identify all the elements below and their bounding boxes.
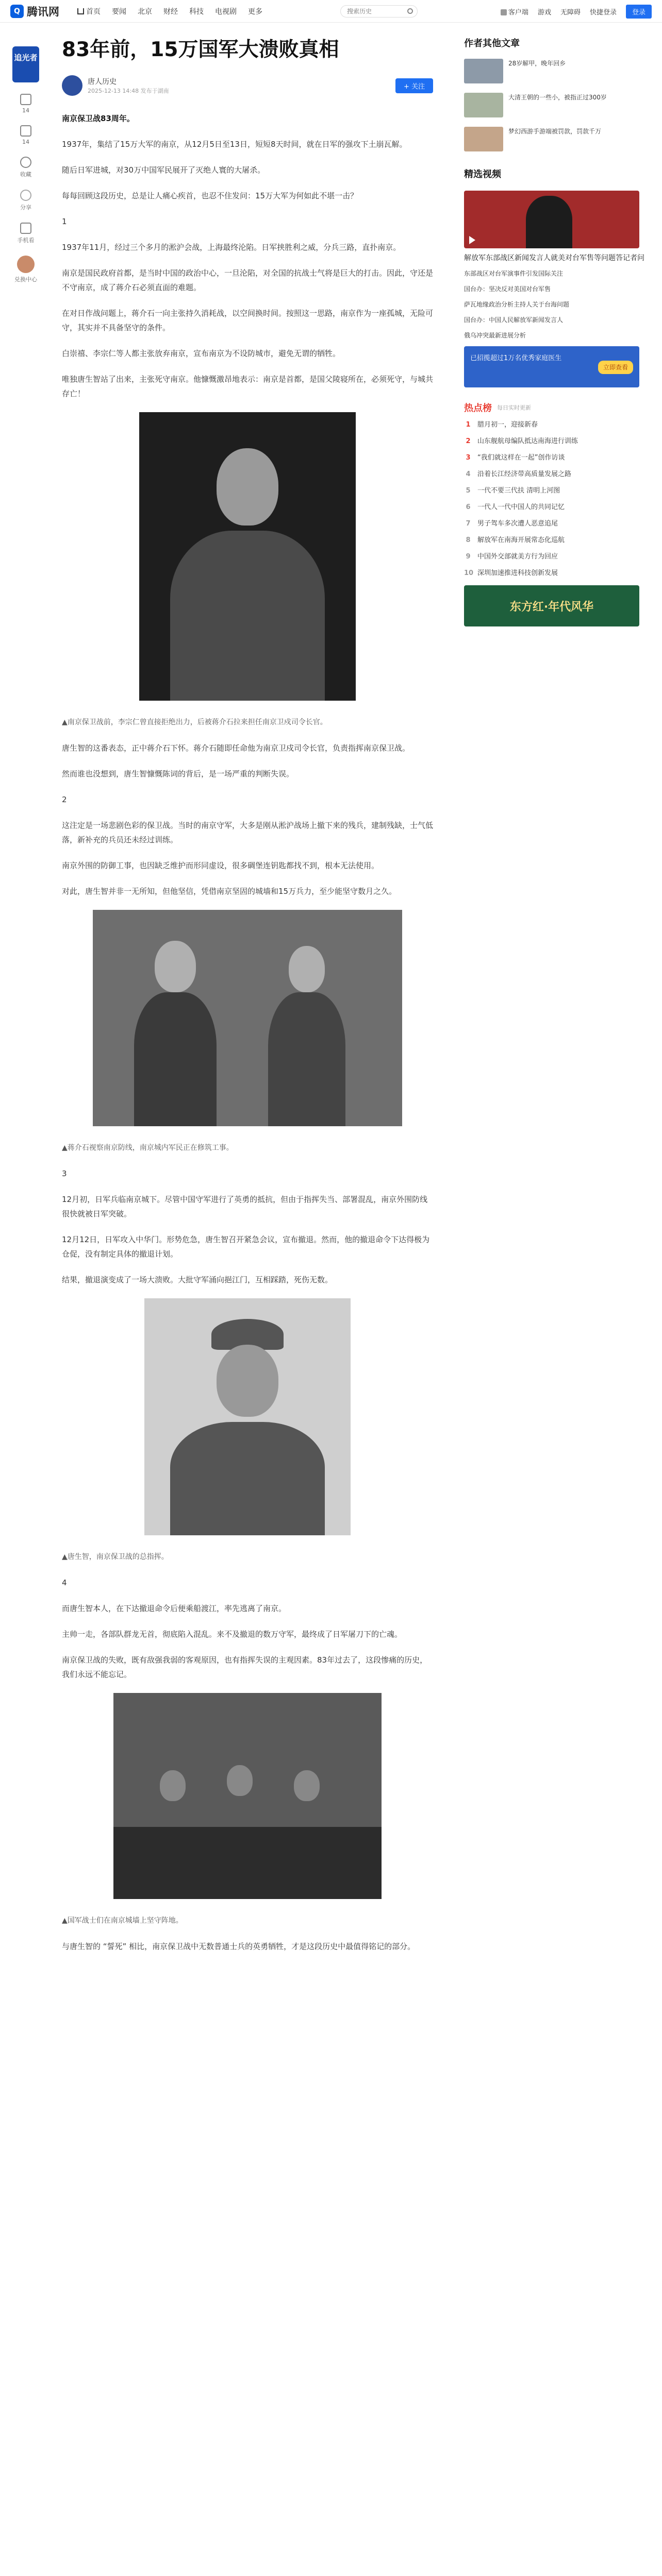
ad-banner[interactable] — [464, 346, 639, 387]
photo-caption: ▲唐生智，南京保卫战的总指挥。 — [62, 1553, 169, 1561]
play-icon[interactable] — [469, 236, 475, 244]
nav-item-more[interactable]: 更多 — [248, 8, 262, 16]
left-action-rail — [10, 46, 41, 283]
hot-item[interactable]: 9 中国外交部就美方行为回应 — [466, 553, 558, 561]
author-avatar[interactable] — [62, 75, 82, 96]
list-item[interactable]: 国台办：坚决反对美国对台军售 — [464, 285, 551, 293]
hot-item[interactable]: 2 山东舰航母编队抵达南海进行训练 — [466, 437, 578, 445]
search-icon[interactable] — [407, 8, 413, 14]
photo-caption: ▲南京保卫战前，李宗仁曾直接拒绝出力，后被蒋介石拉来担任南京卫戍司令长官。 — [62, 718, 327, 726]
article-body — [62, 111, 433, 1954]
author-name[interactable]: 唐人历史 — [88, 78, 117, 86]
article-thumbnail — [464, 127, 503, 151]
featured-video-heading: 精选视频 — [464, 169, 501, 180]
paragraph: 南京外围的防御工事，也因缺乏维护而形同虚设，很多碉堡连钥匙都找不到，根本无法使用。 — [62, 861, 379, 870]
paragraph: 这注定是一场悲剧色彩的保卫战。当时的南京守军，大多是刚从淞沪战场上撤下来的残兵，建制残缺，士气低落，新补充的兵员还未经过训练。 — [62, 821, 434, 844]
article-title: 83年前，15万国军大溃败真相 — [62, 38, 339, 61]
accessibility-link[interactable]: 无障碍 — [560, 8, 581, 16]
hot-item[interactable]: 6 一代人一代中国人的共同记忆 — [466, 503, 565, 511]
paragraph: 唐生智的这番表态，正中蒋介石下怀。蒋介石随即任命他为南京卫戍司令长官，负责指挥南京保卫战。 — [62, 743, 410, 753]
photo-caption: ▲蒋介石视察南京防线，南京城内军民正在修筑工事。 — [62, 1144, 234, 1152]
paragraph: 唯独唐生智站了出来，主张死守南京。他慷慨激昂地表示：南京是首都，是国父陵寝所在，必须死守，与城共存亡！ — [62, 375, 434, 398]
main-nav — [77, 0, 262, 23]
related-article[interactable]: 大清王朝的一些小，被指正过300岁 — [464, 93, 650, 120]
hot-item[interactable]: 4 沿着长江经济带高质量发展之路 — [466, 470, 572, 478]
top-navigation-bar — [0, 0, 662, 23]
thumbs-up-icon — [20, 94, 31, 105]
hot-item[interactable]: 1 腊月初一，迎接新春 — [466, 421, 538, 429]
video-anchor — [526, 196, 572, 248]
login-button[interactable]: 登录 — [626, 5, 652, 19]
promo-banner[interactable]: 东方红·年代风华 — [464, 585, 639, 626]
paragraph: 而唐生智本人，在下达撤退命令后便乘船渡江，率先逃离了南京。 — [62, 1604, 287, 1613]
follow-button[interactable]: + 关注 — [395, 78, 433, 93]
share-button[interactable]: 分享 — [10, 190, 41, 211]
comment-icon — [20, 125, 31, 137]
paragraph: 主帅一走，各部队群龙无首，彻底陷入混乱。来不及撤退的数万守军，最终成了日军屠刀下的亡魂。 — [62, 1630, 403, 1639]
hot-item[interactable]: 10 深圳加速推进科技创新发展 — [464, 569, 558, 577]
home-icon — [77, 8, 84, 14]
hot-list — [464, 420, 650, 578]
hot-list-subtitle: 每日实时更新 — [497, 404, 531, 411]
featured-video[interactable] — [464, 191, 639, 248]
video-list — [464, 269, 650, 340]
paragraph: 结果，撤退演变成了一场大溃败。大批守军涌向挹江门，互相踩踏，死伤无数。 — [62, 1275, 333, 1284]
like-button[interactable]: 14 — [10, 94, 41, 114]
related-article[interactable]: 梦幻西游手游端被罚款，罚款千万 — [464, 127, 650, 154]
right-sidebar — [464, 36, 650, 626]
phone-icon — [20, 223, 31, 234]
logo-text: 腾讯网 — [27, 6, 59, 18]
nav-item-finance[interactable]: 财经 — [163, 8, 178, 16]
phone-icon — [501, 9, 507, 15]
hot-item[interactable]: 8 解放军在南海开展常态化巡航 — [466, 536, 565, 544]
game-link[interactable]: 游戏 — [537, 8, 551, 16]
paragraph: 与唐生智的 “誓死” 相比，南京保卫战中无数普通士兵的英勇牺牲，才是这段历史中最值得铭记的部分。 — [62, 1942, 416, 1951]
article-thumbnail — [464, 93, 503, 117]
mobile-view-button[interactable]: 手机看 — [10, 223, 41, 244]
paragraph: 12月12日，日军攻入中华门。形势危急，唐生智召开紧急会议，宣布撤退。然而，他的撤退命令下达得极为仓促，没有制定具体的撤退计划。 — [62, 1235, 430, 1259]
penguin-icon: Q — [10, 5, 24, 18]
nav-item-tech[interactable]: 科技 — [189, 8, 204, 16]
nav-item-tv[interactable]: 电视剧 — [215, 8, 237, 16]
ad-button[interactable]: 立即查看 — [598, 361, 633, 374]
photo-caption: ▲国军战士们在南京城墙上坚守阵地。 — [62, 1917, 183, 1925]
paragraph: 1937年，集结了15万大军的南京，从12月5日至13日，短短8天时间，就在日军的强攻下土崩瓦解。 — [62, 140, 407, 149]
list-item[interactable]: 东部战区对台军演事件引发国际关注 — [464, 270, 564, 277]
related-articles-heading: 作者其他文章 — [464, 38, 520, 49]
ad-text: 已招揽超过1万名优秀家庭医生 — [470, 354, 562, 362]
list-item[interactable]: 萨瓦地缘政治分析主持人关于台海问题 — [464, 301, 570, 308]
paragraph: 白崇禧、李宗仁等人都主张放弃南京，宣布南京为不设防城市，避免无谓的牺牲。 — [62, 349, 341, 358]
article — [62, 36, 433, 1965]
paragraph: 1937年11月，经过三个多月的淞沪会战，上海最终沦陷。日军挟胜利之威，分兵三路，直扑南京。 — [62, 243, 401, 252]
paragraph: 随后日军进城，对30万中国军民展开了灭绝人寰的大屠杀。 — [62, 165, 266, 175]
hot-item[interactable]: 7 男子驾车多次遭人恶意追尾 — [466, 520, 558, 528]
section-number: 2 — [62, 795, 67, 804]
article-thumbnail — [464, 59, 503, 83]
video-title[interactable]: 解放军东部战区新闻发言人就美对台军售等问题答记者问 — [464, 254, 644, 262]
nav-item-beijing[interactable]: 北京 — [138, 8, 152, 16]
search-input[interactable] — [347, 8, 404, 15]
portrait-photo-3 — [144, 1298, 351, 1535]
publish-meta: 2025-12-13 14:48 发布于湖南 — [88, 88, 169, 94]
portrait-photo-1 — [139, 412, 356, 701]
comment-button[interactable]: 14 — [10, 125, 41, 145]
historical-photo-4 — [113, 1693, 382, 1899]
avatar — [17, 256, 35, 273]
media-logo[interactable]: 追光者 — [12, 46, 39, 82]
paragraph: 南京保卫战83周年。 — [62, 114, 135, 123]
top-right-actions — [501, 0, 652, 23]
hot-list-header — [464, 400, 650, 415]
paragraph: 南京是国民政府首都，是当时中国的政治中心，一旦沦陷，对全国的抗战士气将是巨大的打击。因此，守还是不守南京，成了蒋介石必须直面的难题。 — [62, 268, 434, 292]
historical-photo-2 — [93, 910, 402, 1126]
list-item[interactable]: 俄乌冲突最新进展分析 — [464, 332, 526, 339]
nav-item-news[interactable]: 要闻 — [112, 8, 126, 16]
exchange-center[interactable]: 兑换中心 — [10, 256, 41, 283]
paragraph: 南京保卫战的失败，既有敌强我弱的客观原因，也有指挥失误的主观因素。83年过去了，这段惨痛的历史，我们永远不能忘记。 — [62, 1655, 428, 1679]
paragraph: 在对日作战问题上，蒋介石一向主张持久消耗战，以空间换时间。按照这一思路，南京作为一座孤城，无险可守，其实并不具备坚守的条件。 — [62, 309, 434, 332]
hot-item[interactable]: 3 “我们就这样在一起”创作访谈 — [466, 454, 565, 462]
section-number: 3 — [62, 1169, 67, 1178]
heart-icon — [20, 157, 31, 168]
paragraph: 然而谁也没想到，唐生智慷慨陈词的背后，是一场严重的判断失误。 — [62, 769, 294, 778]
search-box[interactable] — [340, 5, 418, 18]
hot-list-logo[interactable]: 热点榜 — [464, 403, 492, 414]
paragraph: 每每回顾这段历史，总是让人痛心疾首，也忍不住发问：15万大军为何如此不堪一击？ — [62, 191, 358, 200]
paragraph: 对此，唐生智并非一无所知，但他坚信，凭借南京坚固的城墙和15万兵力，至少能坚守数月之久。 — [62, 887, 397, 896]
quick-login-link[interactable]: 快捷登录 — [589, 8, 617, 16]
tencent-logo[interactable] — [10, 4, 59, 19]
client-link[interactable]: 客户端 — [501, 7, 528, 16]
author-row — [62, 75, 433, 97]
nav-item-home[interactable]: 首页 — [77, 6, 101, 16]
section-number: 4 — [62, 1578, 67, 1587]
hot-item[interactable]: 5 一代不要三代扶 清明上河图 — [466, 487, 560, 495]
share-icon — [20, 190, 31, 201]
related-article[interactable]: 28岁解甲，晚年回乡 — [464, 59, 650, 86]
paragraph: 12月初，日军兵临南京城下。尽管中国守军进行了英勇的抵抗，但由于指挥失当、部署混乱，南京外围防线很快就被日军突破。 — [62, 1195, 428, 1218]
favorite-button[interactable]: 收藏 — [10, 157, 41, 178]
list-item[interactable]: 国台办：中国人民解放军新闻发言人 — [464, 316, 564, 324]
section-number: 1 — [62, 217, 67, 226]
